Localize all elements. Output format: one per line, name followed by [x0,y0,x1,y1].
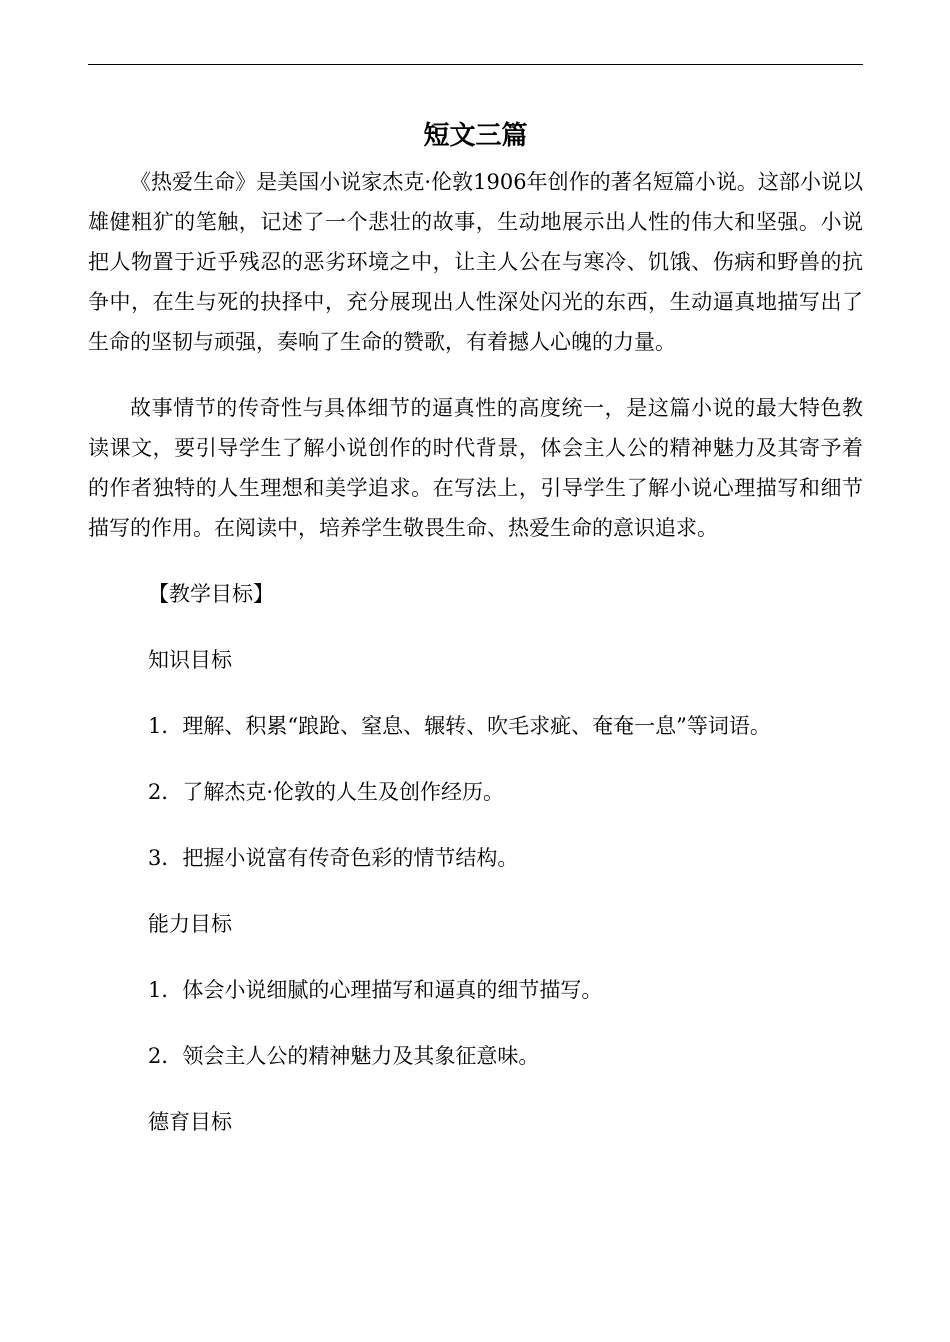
section-heading-teaching-goals: 【教学目标】 [148,582,274,606]
knowledge-goal-item: 2．了解杰克·伦敦的人生及创作经历。 [148,780,505,804]
knowledge-goal-item: 3．把握小说富有传奇色彩的情节结构。 [148,846,519,870]
ability-goals-heading: 能力目标 [148,912,232,936]
ability-goal-item: 1．体会小说细腻的心理描写和逼真的细节描写。 [148,978,603,1002]
document-title: 短文三篇 [423,121,528,151]
knowledge-goal-item: 1．理解、积累“踉跄、窒息、辗转、吹毛求疵、奄奄一息”等词语。 [148,714,771,738]
intro-paragraph: 《热爱生命》是美国小说家杰克·伦敦1906年创作的著名短篇小说。这部小说以雄健粗犷的笔触，记述了一个悲壮的故事，生动地展示出人性的伟大和坚强。小说把人物置于近乎残忍的恶劣环境之中，让主人公在与寒冷、饥饿、伤病和野兽的抗争中，在生与死的抉择中，充分展现出人性深处闪光的东西，生动逼真地描写出了生命的坚韧与顽强，奏响了生命的赞歌，有着撼人心魄的力量。 [88,170,863,354]
moral-goals-heading: 德育目标 [148,1110,232,1134]
ability-goal-item: 2．领会主人公的精神魅力及其象征意味。 [148,1044,540,1068]
knowledge-goals-heading: 知识目标 [148,648,232,672]
document-body [88,112,863,1168]
header-rule [88,64,863,65]
teaching-paragraph: 故事情节的传奇性与具体细节的逼真性的高度统一，是这篇小说的最大特色教读课文，要引导学生了解小说创作的时代背景，体会主人公的精神魅力及其寄予着的作者独特的人生理想和美学追求。在写法上，引导学生了解小说心理描写和细节描写的作用。在阅读中，培养学生敬畏生命、热爱生命的意识追求。 [88,396,863,540]
